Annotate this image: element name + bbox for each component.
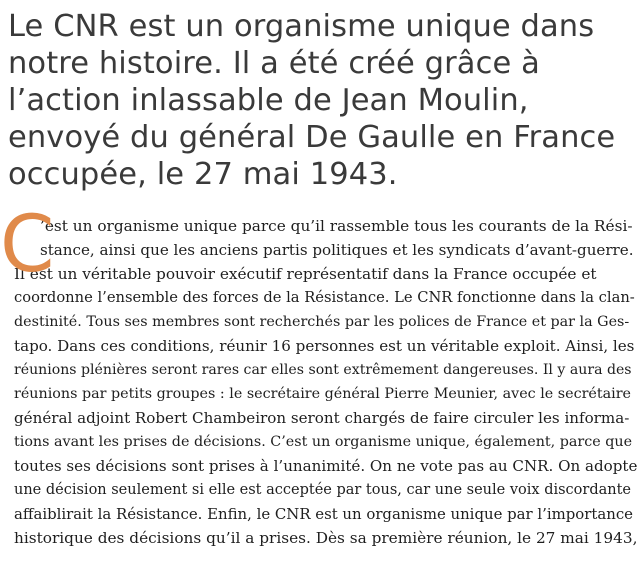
heading-line: l’action inlassable de Jean Moulin, <box>8 83 529 118</box>
paragraph-line: une décision seulement si elle est acceptée par tous, car une seule voix discordante <box>14 482 632 498</box>
paragraph-line: tions avant les prises de décisions. C’est un organisme unique, également, parce que <box>14 434 633 450</box>
heading-line: occupée, le 27 mai 1943. <box>8 157 398 192</box>
paragraph-line: tapo. Dans ces conditions, réunir 16 personnes est un véritable exploit. Ainsi, les <box>14 337 635 355</box>
paragraph-line: réunions par petits groupes : le secrétaire général Pierre Meunier, avec le secrétaire <box>14 386 632 402</box>
page-heading <box>8 8 637 193</box>
heading-line: notre histoire. Il a été créé grâce à <box>8 46 540 81</box>
paragraph-line: coordonne l’ensemble des forces de la Résistance. Le CNR fonctionne dans la clan- <box>14 289 635 306</box>
paragraph-line: historique des décisions qu’il a prises. Dès sa première réunion, le 27 mai 1943, <box>14 529 638 547</box>
heading-line: Le CNR est un organisme unique dans <box>8 9 595 44</box>
paragraph-line: destinité. Tous ses membres sont recherchés par les polices de France et par la Ges- <box>14 314 630 330</box>
drop-cap: C <box>0 200 55 290</box>
paragraph-line: toutes ses décisions sont prises à l’unanimité. On ne vote pas au CNR. On adopte <box>14 457 638 475</box>
paragraph-line: Il est un véritable pouvoir exécutif représentatif dans la France occupée et <box>14 265 597 283</box>
body-paragraph <box>0 200 638 550</box>
paragraph-line: affaiblirait la Résistance. Enfin, le CNR est un organisme unique par l’importance <box>14 505 633 523</box>
paragraph-line: réunions plénières seront rares car elles sont extrêmement dangereuses. Il y aura des <box>14 362 632 378</box>
heading-line: envoyé du général De Gaulle en France <box>8 120 616 155</box>
paragraph-line: ’est un organisme unique parce qu’il rassemble tous les courants de la Rési- <box>40 217 633 235</box>
paragraph-line: général adjoint Robert Chambeiron seront chargés de faire circuler les informa- <box>14 409 630 427</box>
paragraph-line: stance, ainsi que les anciens partis politiques et les syndicats d’avant-guerre. <box>40 241 634 259</box>
